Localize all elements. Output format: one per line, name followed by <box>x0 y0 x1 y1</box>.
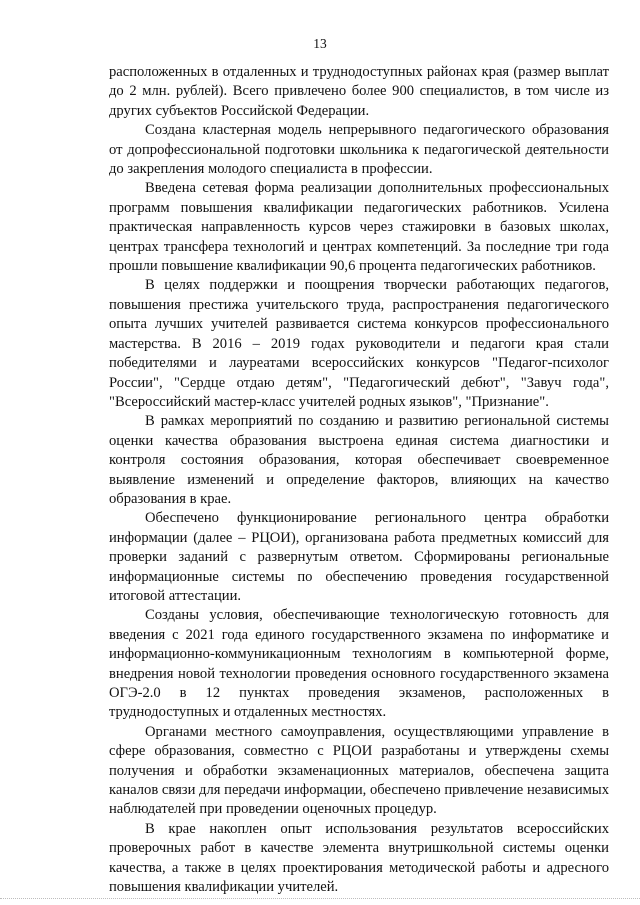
paragraph-cluster-model: Создана кластерная модель непрерывного педагогического образования от допрофессиональной подготовки школьника к педагогической деятельности до закрепления молодого специалиста в профессии. <box>109 122 609 178</box>
paragraph-network-training: Введена сетевая форма реализации дополнительных профессиональных программ повышения квалификации педагогических работников. Усилена практическая направленность курсов через стажировки в базовых школах, центрах трансфера технологий и центрах компетенций. За последние три года прошли повышение квалификации 90,6 процента педагогических работников. <box>109 180 609 275</box>
paragraph-quality-assessment: В рамках мероприятий по созданию и развитию региональной системы оценки качества образования выстроена единая система диагностики и контроля состояния образования, которая обеспечивает своевременное выявление изменений и определение факторов, влияющих на качество образования в крае. <box>109 413 609 507</box>
paragraph-continuation: расположенных в отдаленных и труднодоступных районах края (размер выплат до 2 млн. рублей). Всего привлечено более 900 специалистов, в том числе из других субъектов Российской Федерации. <box>109 64 609 119</box>
paragraph-competitions: В целях поддержки и поощрения творчески работающих педагогов, повышения престижа учительского труда, распространения педагогического опыта лучших учителей развивается система конкурсов профессионального мастерства. В 2016 – 2019 годах руководители и педагоги края стали победителями и лауреатами всероссийских конкурсов "Педагог-психолог России", "Сердце отдаю детям", "Педагогический дебют", "Завуч года", "Всероссийский мастер-класс учителей родных языков", "Признание". <box>109 277 609 410</box>
page-number: 13 <box>313 36 327 51</box>
scan-edge-divider <box>0 898 640 899</box>
paragraph-rcoi: Обеспечено функционирование регионального центра обработки информации (далее – РЦОИ), организована работа предметных комиссий для проверки заданий с развернутым ответом. Сформированы региональные информационные системы по обеспечению проведения государственной итоговой аттестации. <box>109 510 609 604</box>
paragraph-exam-readiness: Созданы условия, обеспечивающие технологическую готовность для введения с 2021 года единого государственного экзамена по информатике и информационно-коммуникационным технологиям в компьютерной форме, внедрения новой технологии проведения основного государственного экзамена ОГЭ-2.0 в 12 пунктах проведения экзаменов, расположенных в труднодоступных и отдаленных местностях. <box>109 607 609 721</box>
paragraph-local-government: Органами местного самоуправления, осуществляющими управление в сфере образования, совместно с РЦОИ разработаны и утверждены схемы получения и обработки экзаменационных материалов, обеспечена защита каналов связи для передачи информации, обеспечено привлечение независимых наблюдателей при проведении оценочных процедур. <box>109 723 609 818</box>
paragraph-vpr-experience: В крае накоплен опыт использования результатов всероссийских проверочных работ в качестве элемента внутришкольной системы оценки качества, а также в целях проектирования методической работы и адресного повышения квалификации учителей. <box>109 820 609 896</box>
document-body <box>109 63 609 897</box>
